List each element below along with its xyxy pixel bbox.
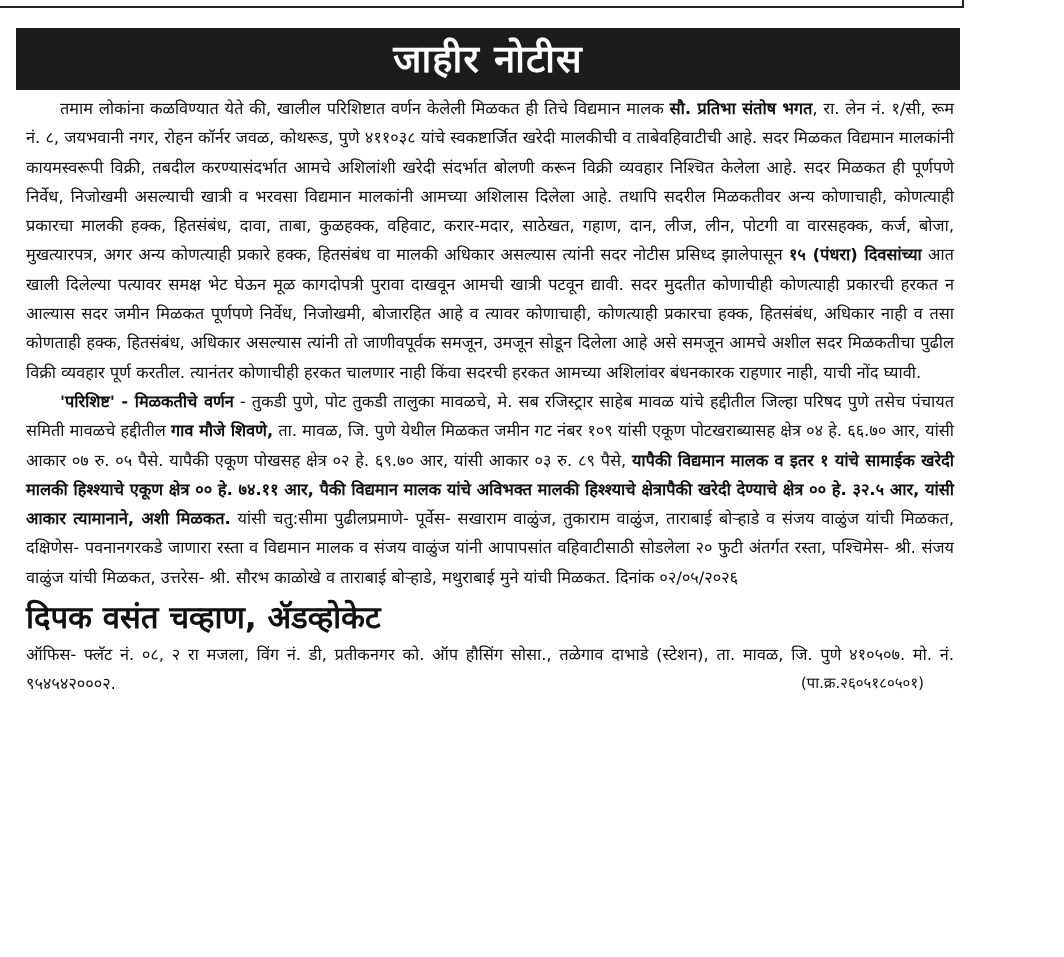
advocate-signature: दिपक वसंत चव्हाण, ॲडव्होकेट [26,600,381,637]
para2-text-2: ता. मावळ, जि. पुणे येथील मिळकत जमीन गट नंबर १०९ यांसी एकूण पोटखराब्यासह क्षेत्र ०४ हे. ६६.७० आर, यांसी आकार ०७ रु. ०५ पैसे. यापैकी एकूण पोखसह क्षेत्र ०२ हे. ६९.७० आर, यांसी आकार ०३ रु. ८९ पैसे, [26,421,955,470]
advocate-address-block [16,638,960,698]
para1-text-1: तमाम लोकांना कळविण्यात येते की, खालील परिशिष्टात वर्णन केलेली मिळकत ही तिचे विद्यमान मालक [60,99,670,118]
schedule-heading: 'परिशिष्ट' - मिळकतीचे वर्णन [60,391,234,411]
top-border-rule [0,0,964,8]
public-notice [16,28,960,698]
property-area-details: यापैकी विद्यमान मालक व इतर १ यांचे सामाईक खरेदी मालकी हिश्श्याचे एकूण क्षेत्र ०० हे. ७४.११ आर, पैकी विद्यमान मालक यांचे अविभक्त मालकी हिश्श्याचे क्षेत्रापैकी खरेदी देण्याचे क्षेत्र ०० हे. ३२.५ आर, यांसी आकार त्यामानाने, अशी मिळकत. [26,450,954,529]
para2-text-1: - तुकडी पुणे, पोट तुकडी तालुका मावळचे, मे. सब रजिस्ट्रार साहेब मावळ यांचे हद्दीतील जिल्हा परिषद पुणे तसेच पंचायत समिती मावळचे हद्दीतील [26,391,954,441]
notice-paragraph-1 [26,94,954,387]
objection-period: १५ (पंधरा) दिवसांच्या [788,245,922,265]
publication-reference: (पा.क्र.२६०५१८०५०१) [800,674,924,693]
para1-text-3: आत खाली दिलेल्या पत्यावर समक्ष भेट घेऊन मूळ कागदोपत्री पुरावा दाखवून आमची खात्री पटवून द्यावी. सदर मुदतीत कोणाचीही कोणत्याही प्रकारची हरकत न आल्यास सदर जमीन मिळकत पूर्णपणे निर्वेध, निजोखमी, बोजारहित आहे व त्यावर कोणाचाही, कोणत्याही प्रकारचा हक्क, हितसंबंध, अधिकार नाही व तसा कोणताही हक्क, हितसंबंध, अधिकार असल्यास त्यांनी तो जाणीवपूर्वक समजून, उमजून सोडून दिलेला आहे असे समजून आमचे अशील सदर मिळकतीचा पुढील विक्री व्यवहार पूर्ण करतील. त्यानंतर कोणाचीही हरकत चालणार नाही किंवा सदरची हरकत आमच्या अशिलांवर बंधनकारक राहणार नाही, याची नोंद घ्यावी. [26,245,954,382]
notice-title: जाहीर नोटीस [16,28,960,90]
notice-body [16,90,960,592]
owner-name: सौ. प्रतिभा संतोष भगत [669,99,813,118]
advocate-address: ऑफिस- फ्लॅट नं. ०८, २ रा मजला, विंग नं. डी, प्रतीकनगर को. ऑप हौसिंग सोसा., तळेगाव दाभाडे (स्टेशन), ता. मावळ, जि. पुणे ४१०५०७. मो. नं. ९५४५४२०००२. [26,645,954,694]
village-name: गाव मौजे शिवणे, [171,421,274,441]
para2-text-3: यांसी चतु:सीमा पुढीलप्रमाणे- पूर्वेस- सखाराम वाळुंज, तुकाराम वाळुंज, ताराबाई बोऱ्हाडे व संजय वाळुंज यांची मिळकत, दक्षिणेस- पवनानगरकडे जाणारा रस्ता व विद्यमान मालक व संजय वाळुंज यांनी आपापसांत वहिवाटीसाठी सोडलेला २० फुटी अंतर्गत रस्ता, पश्चिमेस- श्री. संजय वाळुंज यांची मिळकत, उत्तरेस- श्री. सौरभ काळोखे व ताराबाई बोऱ्हाडे, मथुराबाई मुने यांची मिळकत. दिनांक ०२/०५/२०२६ [26,509,954,587]
para1-text-2: , रा. लेन नं. १/सी, रूम नं. ८, जयभवानी नगर, रोहन कॉर्नर जवळ, कोथरूड, पुणे ४११०३८ यांचे स्वकष्टार्जित खरेदी मालकीची व ताबेवहिवाटीची आहे. सदर मिळकत विद्यमान मालकांनी कायमस्वरूपी विक्री, तबदील करण्यासंदर्भात आमचे अशिलांशी खरेदी संदर्भात बोलणी करून विक्री व्यवहार निश्चित केलेला आहे. सदर मिळकत ही पूर्णपणे निर्वेध, निजोखमी असल्याची खात्री व भरवसा विद्यमान मालकांनी आमच्या अशिलास दिलेला आहे. तथापि सदरील मिळकतीवर अन्य कोणाचाही, कोणत्याही प्रकारचा मालकी हक्क, हितसंबंध, दावा, ताबा, कुळहक्क, वहिवाट, करार-मदार, साठेखत, गहाण, दान, लीज, लीन, पोटगी वा वारसहक्क, कर्ज, बोजा, मुखत्यारपत्र, अगर अन्य कोणत्याही प्रकारे हक्क, हितसंबंध वा मालकी अधिकार असल्यास त्यांनी सदर नोटीस प्रसिध्द झालेपासून [26,99,954,265]
notice-paragraph-schedule [26,387,954,592]
